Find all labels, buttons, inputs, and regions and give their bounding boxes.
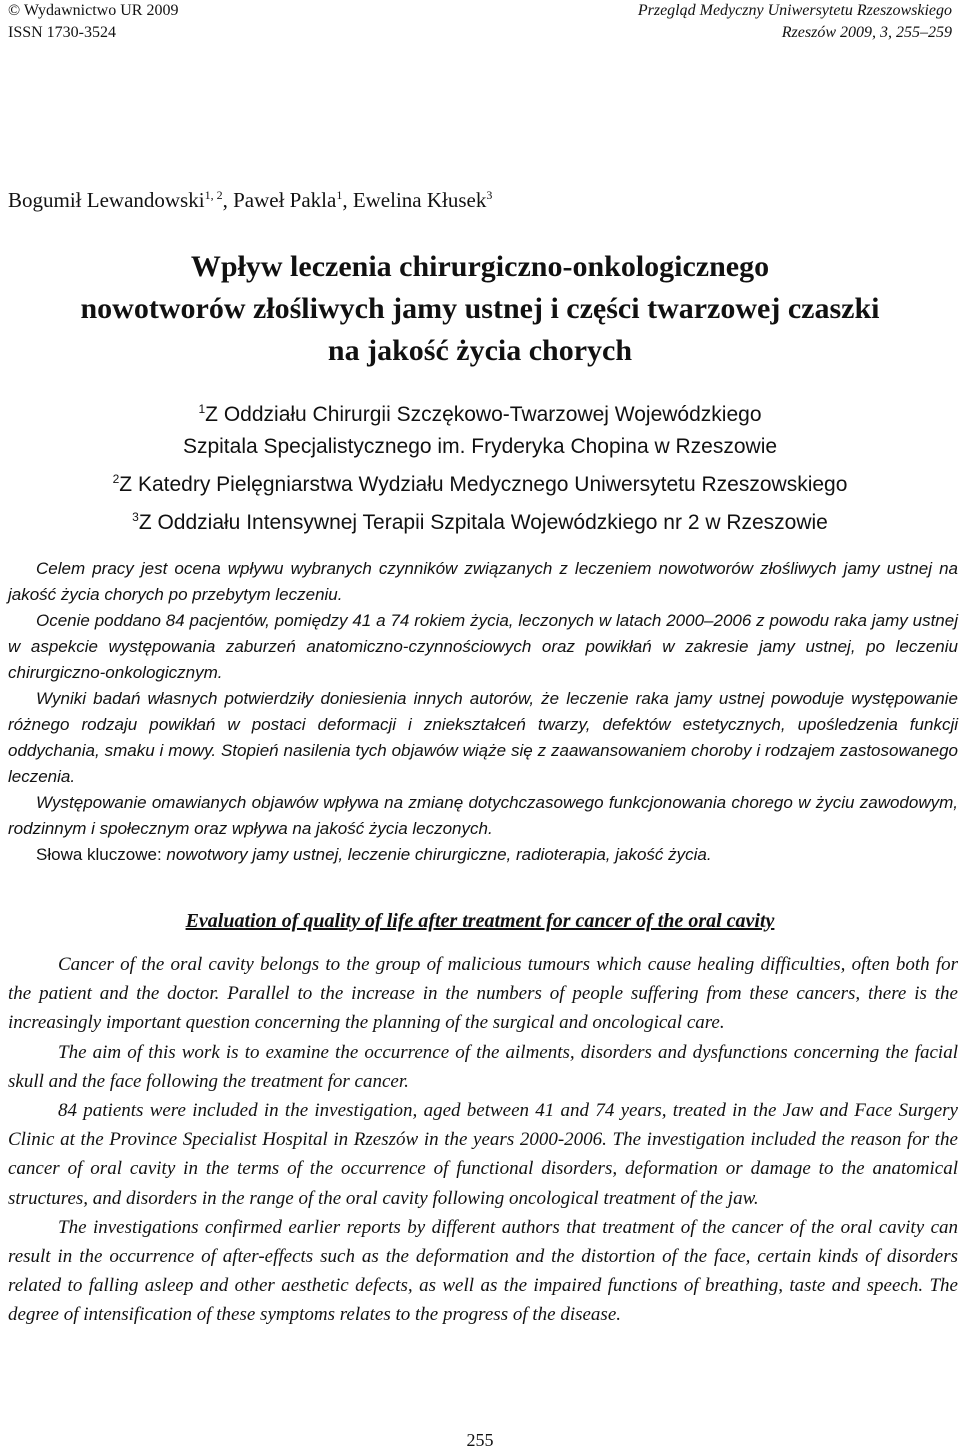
author-list — [8, 188, 492, 213]
abstract-paragraph: Wyniki badań własnych potwierdziły doniesienia innych autorów, że leczenie raka jamy ustnej powoduje występowanie różnego rodzaju powikłań w postaci deformacji i zniekształceń twarzy, defektów estetycznych, upośledzenia funkcji oddychania, smaku i mowy. Stopień nasilenia tych objawów wiąże się z zaawansowaniem choroby i rodzajem zastosowanego leczenia. — [8, 689, 958, 786]
abstract-paragraph: Cancer of the oral cavity belongs to the group of malicious tumours which cause healing difficulties, often both for the patient and the doctor. Parallel to the increase in the numbers of people suffering from these cancers, there is the increasingly important question concerning the planning of the surgical and oncological care. — [8, 954, 958, 1034]
abstract-paragraph: Występowanie omawianych objawów wpływa na zmianę dotychczasowego funkcjonowania chorego w życiu zawodowym, rodzinnym i społecznym oraz wpływa na jakość życia leczonych. — [8, 793, 958, 838]
affiliation-1-cont: Szpitala Specjalistycznego im. Fryderyka Chopina w Rzeszowie — [182, 435, 778, 458]
author-name: , Ewelina Kłusek — [342, 188, 487, 212]
author-name: Bogumił Lewandowski — [8, 188, 205, 212]
keywords-list: nowotwory jamy ustnej, leczenie chirurgiczne, radioterapia, jakość życia. — [161, 845, 712, 864]
affiliation-marker: 3 — [132, 510, 139, 524]
journal-name: Przegląd Medyczny Uniwersytetu Rzeszowskiego — [637, 2, 952, 19]
issn-line: ISSN 1730-3524 — [8, 24, 117, 41]
abstract-polish — [8, 556, 958, 868]
affiliations — [0, 393, 960, 539]
abstract-paragraph: Celem pracy jest ocena wpływu wybranych czynników związanych z leczeniem nowotworów złośliwych jamy ustnej na jakość życia chorych po przebytym leczeniu. — [8, 559, 958, 604]
header-journal — [638, 0, 952, 44]
title-line: nowotworów złośliwych jamy ustnej i części twarzowej czaszki — [80, 292, 880, 325]
abstract-paragraph: The investigations confirmed earlier reports by different authors that treatment of the cancer of the oral cavity can result in the occurrence of after-effects such as the deformation and the distortion of the face, certain kinds of disorders related to falling asleep and other aesthetic defects, as well as the impaired functions of breathing, taste and speech. The degree of intensification of these symptoms relates to the progress of the disease. — [8, 1216, 958, 1326]
author-affiliation-marker: 1 — [336, 188, 343, 202]
abstract-paragraph: The aim of this work is to examine the occurrence of the ailments, disorders and dysfunctions concerning the facial skull and the face following the treatment for cancer. — [8, 1041, 958, 1092]
title-line: na jakość życia chorych — [327, 334, 633, 367]
affiliation-marker: 1 — [198, 402, 206, 416]
keywords-label: Słowa kluczowe: — [36, 845, 162, 864]
english-title: Evaluation of quality of life after treatment for cancer of the oral cavity — [185, 910, 775, 932]
abstract-paragraph: Ocenie poddano 84 pacjentów, pomiędzy 41 a 74 rokiem życia, leczonych w latach 2000–2006 z powodu raka jamy ustnej w aspekcie występowania zaburzeń anatomiczno-czynnościowych oraz powikłań w zakresie jamy ustnej, po leczeniu chirurgiczno-onkologicznym. — [8, 611, 958, 682]
affiliation-2: $^2$Z Katedry Pielęgniarstwa Wydziału Medycznego Uniwersytetu Rzeszowskiego — [112, 472, 848, 496]
author-affiliation-marker: 1, 2 — [204, 188, 223, 202]
author-name: , Paweł Pakla — [222, 188, 337, 212]
abstract-paragraph: 84 patients were included in the investigation, aged between 41 and 74 years, treated in the Jaw and Face Surgery Clinic at the Province Specialist Hospital in Rzeszów in the years 2000-2006. The investigation included the reason for the cancer of oral cavity in the terms of the occurrence of functional disorders, deformation or damage to the anatomical structures, and disorders in the range of the oral cavity following oncological treatment of the jaw. — [8, 1100, 958, 1209]
title-line: Wpływ leczenia chirurgiczno-onkologicznego — [190, 250, 770, 283]
abstract-english — [8, 950, 958, 1330]
article-title — [0, 246, 960, 372]
keywords — [8, 842, 958, 868]
header-publisher — [8, 0, 178, 44]
affiliation-3: $^3$Z Oddziału Intensywnej Terapii Szpitala Wojewódzkiego nr 2 w Rzeszowie — [132, 510, 828, 534]
affiliation-marker: 2 — [112, 472, 120, 486]
copyright-line: © Wydawnictwo UR 2009 — [8, 2, 179, 19]
author-affiliation-marker: 3 — [486, 188, 493, 202]
affiliation-1: $^1$Z Oddziału Chirurgii Szczękowo-Twarzowej Wojewódzkiego — [198, 402, 762, 426]
page-number: 255 — [466, 1430, 494, 1450]
journal-issue: Rzeszów 2009, 3, 255–259 — [781, 24, 952, 41]
